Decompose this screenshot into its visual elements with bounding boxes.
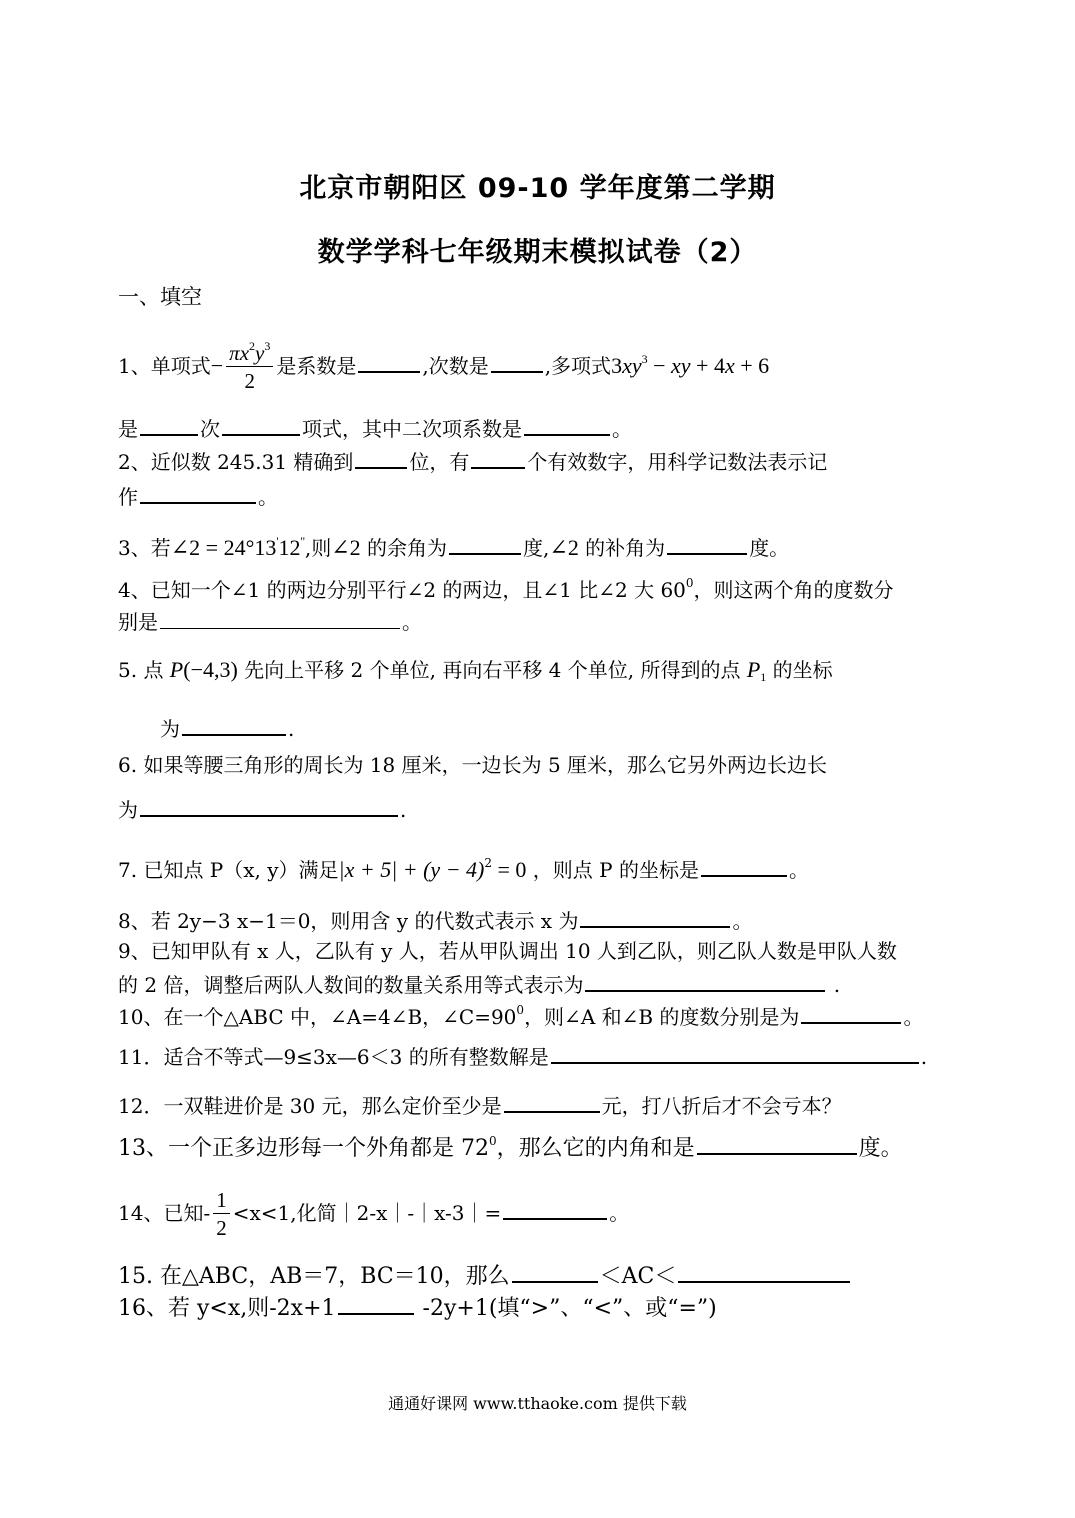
answer-blank[interactable] [503, 1198, 607, 1220]
answer-blank[interactable] [491, 351, 543, 373]
question-6-line-2: 为 . [118, 795, 960, 823]
question-2-line-2: 作 。 [118, 482, 960, 510]
answer-blank[interactable] [585, 970, 825, 992]
answer-blank[interactable] [160, 608, 400, 629]
page-title-line2: 数学学科七年级期末模拟试卷（2） [317, 237, 758, 268]
answer-blank[interactable] [667, 533, 747, 555]
question-2-line-1: 2、近似数 245.31 精确到 位，有 个有效数字，用科学记数法表示记 [118, 447, 960, 475]
answer-blank[interactable] [471, 447, 525, 469]
answer-blank[interactable] [449, 533, 521, 555]
question-13: 13、一个正多边形每一个外角都是 $72^0$，那么它的内角和是 度。 [118, 1134, 903, 1161]
answer-blank[interactable] [358, 351, 420, 373]
question-5-line-2: 为 . [160, 714, 960, 742]
answer-blank[interactable] [551, 1042, 919, 1064]
fraction: $\frac{\pi x^2y^3}{2}$ [226, 340, 273, 395]
question-7: 7. 已知点 P（x, y）满足$|x + 5| + (y - 4)^2 = 0$ ，则点 P 的坐标是 。 [118, 856, 809, 882]
question-3: 3、若∠2 = 24°13'12'',则∠2 的余角为 度,∠2 的补角为 度。 [118, 534, 790, 560]
question-12: 12．一双鞋进价是 30 元，那么定价至少是 元，打八折后才不会亏本？ [118, 1091, 960, 1119]
answer-blank[interactable] [182, 714, 286, 736]
answer-blank[interactable] [355, 447, 407, 469]
question-8: 8、若 2y−3 x−1＝0，则用含 y 的代数式表示 x 为 。 [118, 906, 960, 934]
question-9-line-2: 的 2 倍，调整后两队人数间的数量关系用等式表示为 . [118, 970, 960, 998]
question-9-line-1: 9、已知甲队有 x 人，乙队有 y 人，若从甲队调出 10 人到乙队，则乙队人数是甲队人数 [118, 939, 897, 963]
answer-blank[interactable] [678, 1261, 850, 1283]
answer-blank[interactable] [801, 1002, 901, 1024]
question-6-line-1: 6. 如果等腰三角形的周长为 18 厘米，一边长为 5 厘米，那么它另外两边长边长 [118, 753, 828, 777]
question-14: 14、已知- $\frac{1}{2}$ <x<1,化简｜2-x｜-｜x-3｜= 。 [118, 1188, 630, 1240]
answer-blank[interactable] [524, 414, 610, 436]
answer-blank[interactable] [338, 1293, 414, 1315]
question-10: 10、在一个△ABC 中，∠A=4∠B，$\angle C=90^0$，则∠A 和∠B 的度数分别是为 。 [118, 1003, 924, 1029]
answer-blank[interactable] [580, 906, 730, 928]
question-5-line-1: 5. 点 P(−4,3) 先向上平移 2 个单位, 再向右平移 4 个单位, 所得到的点 $P_1$ 的坐标 [118, 657, 833, 684]
question-11: 11．适合不等式—9≤3x—6＜3 的所有整数解是 . [118, 1042, 960, 1070]
question-1-line-2: 是 次 项式，其中二次项系数是 。 [118, 414, 960, 442]
answer-blank[interactable] [697, 1133, 857, 1155]
question-15: 15. 在△ABC，AB＝7，BC＝10，那么 ＜AC＜ [118, 1261, 960, 1290]
question-4-line-1: 4、已知一个∠1 的两边分别平行∠2 的两边，且∠1 比∠2 大 $60^0$，则这两个角的度数分 [118, 576, 894, 602]
answer-blank[interactable] [140, 414, 198, 436]
answer-blank[interactable] [512, 1261, 598, 1283]
page-title-line1: 北京市朝阳区 09-10 学年度第二学期 [299, 173, 776, 204]
answer-blank[interactable] [140, 795, 398, 817]
question-1-line-1: 1、单项式− $\frac{\pi x^2y^3}{2}$ 是系数是 ,次数是 ,多项式$3xy^3$ − xy + 4x + 6 [118, 339, 770, 393]
question-4-line-2: 别是 。 [118, 610, 422, 634]
question-16: 16、若 y<x,则-2x+1 -2y+1(填“>”、“<”、或“=”) [118, 1293, 960, 1322]
section-heading: 一、填空 [118, 285, 202, 309]
answer-blank[interactable] [222, 414, 300, 436]
fraction: $\frac{1}{2}$ [213, 1187, 230, 1242]
answer-blank[interactable] [504, 1091, 600, 1113]
answer-blank[interactable] [140, 482, 256, 504]
footer-source: 通通好课网 www.tthaoke.com 提供下载 [388, 1394, 687, 1413]
answer-blank[interactable] [701, 855, 787, 877]
